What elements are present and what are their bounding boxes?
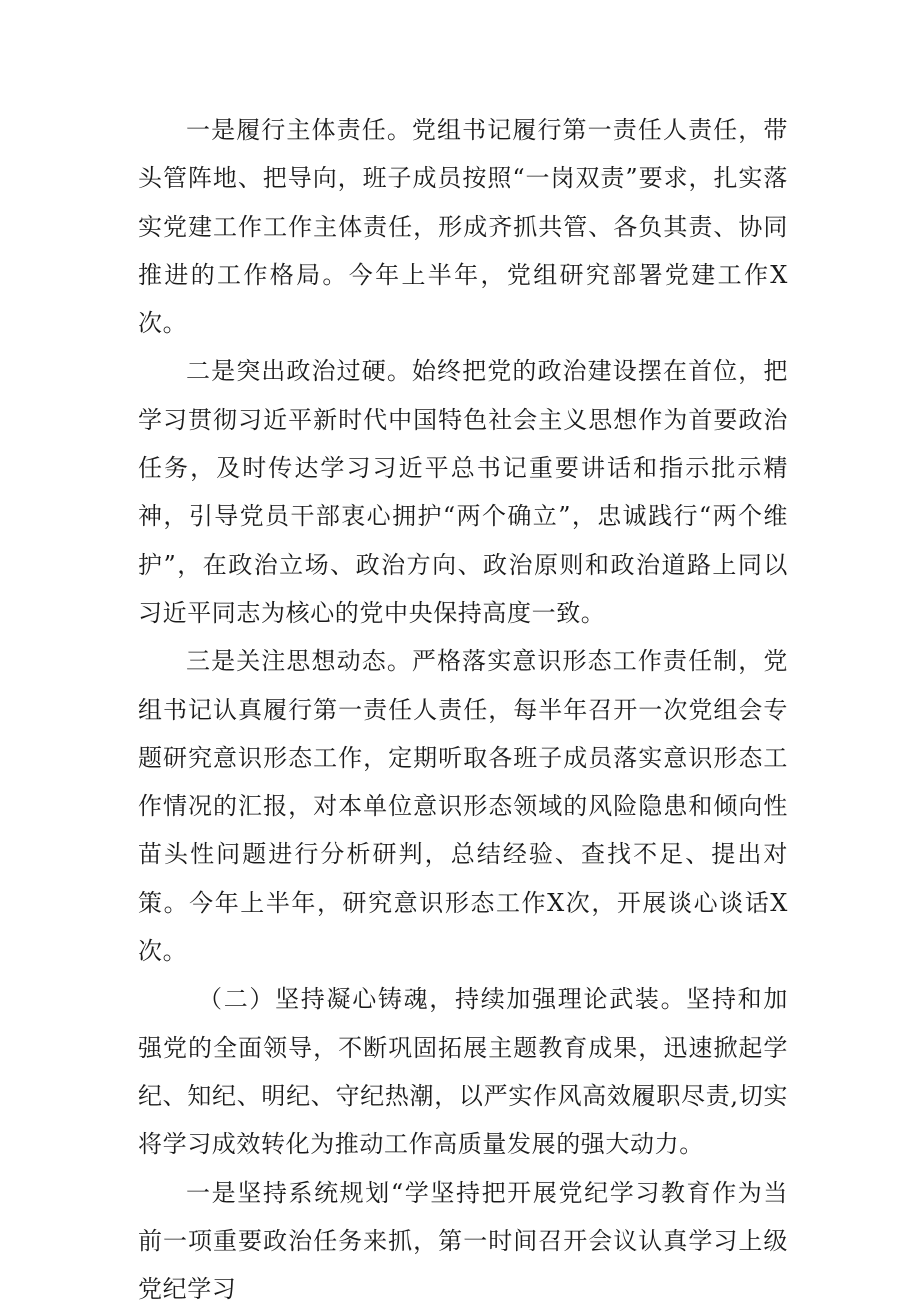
paragraph-duty: 一是履行主体责任。党组书记履行第一责任人责任，带头管阵地、把导向，班子成员按照“一岗双责”要求，扎实落实党建工作工作主体责任，形成齐抓共管、各负其责、协同推进的工作格局。今年上半年，党组研究部署党建工作X次。 xyxy=(138,116,788,338)
paragraph-planning: 一是坚持系统规划“学坚持把开展党纪学习教育作为当前一项重要政治任务来抓，第一时间召开会议认真学习上级党纪学习 xyxy=(138,1178,788,1304)
document-body xyxy=(138,106,788,1313)
paragraph-politics: 二是突出政治过硬。始终把党的政治建设摆在首位，把学习贯彻习近平新时代中国特色社会主义思想作为首要政治任务，及时传达学习习近平总书记重要讲话和指示批示精神，引导党员干部衷心拥护“两个确立”，忠诚践行“两个维护”，在政治立场、政治方向、政治原则和政治道路上同以习近平同志为核心的党中央保持高度一致。 xyxy=(138,357,788,627)
paragraph-section-two: （二）坚持凝心铸魂，持续加强理论武装。坚持和加强党的全面领导，不断巩固拓展主题教育成果，迅速掀起学纪、知纪、明纪、守纪热潮，以严实作风高效履职尽责,切实将学习成效转化为推动工作高质量发展的强大动力。 xyxy=(138,985,788,1159)
paragraph-ideology: 三是关注思想动态。严格落实意识形态工作责任制，党组书记认真履行第一责任人责任，每半年召开一次党组会专题研究意识形态工作，定期听取各班子成员落实意识形态工作情况的汇报，对本单位意识形态领域的风险隐患和倾向性苗头性问题进行分析研判，总结经验、查找不足、提出对策。今年上半年，研究意识形态工作X次，开展谈心谈话X次。 xyxy=(138,647,788,966)
